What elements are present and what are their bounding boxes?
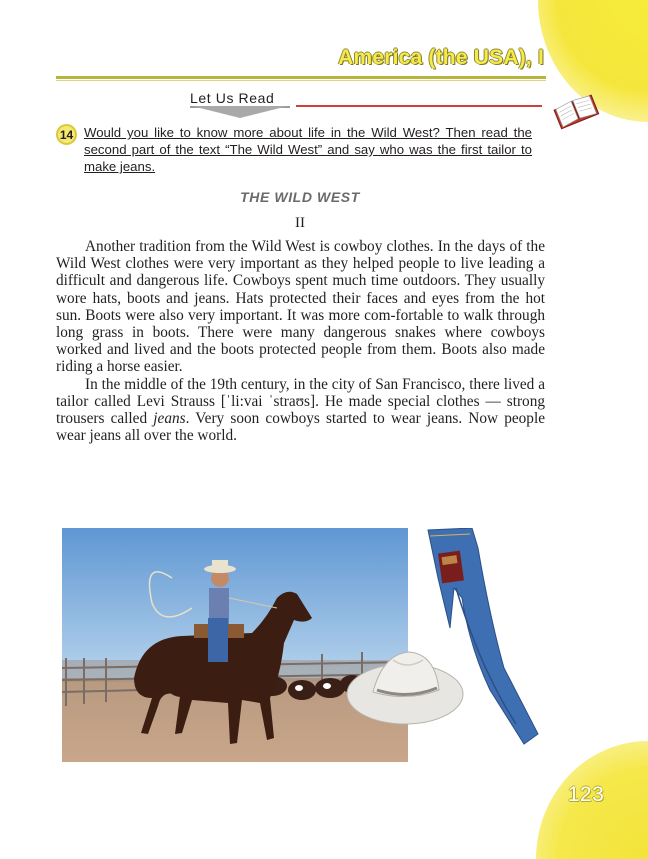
task-number-badge: 14	[56, 124, 77, 145]
story-paragraph-1: Another tradition from the Wild West is cowboy clothes. In the days of the Wild West clothes were very important as they helped people to live leading a difficult and dangerous life. Cowboys spent much time outdoors. They usually wore hats, boots and jeans. Hats protected their faces and eyes from the hot sun. Boots were also very important. It was more com-fortable to walk through long grass in boots. There were many dangerous snakes where cowboys worked and lived and the boots protected people from them. Boots also made riding a horse easier.	[56, 238, 545, 376]
jeans-term: jeans	[153, 410, 186, 428]
task-instruction: Would you like to know more about life in the Wild West? Then read the second part of the text “The Wild West” and say who was the first tailor to make jeans.	[84, 125, 532, 174]
title-rule	[56, 76, 546, 79]
section-red-line	[296, 105, 542, 107]
paragraph-2-text-a: In the middle of the 19th century, in the city of San Francisco, there lived a tailor called Levi Strauss [ˈli:vai ˈstraʊs]. He made special clothes — strong trousers called	[56, 375, 545, 428]
section-label-arrow	[192, 106, 288, 118]
unit-title: America (the USA), I	[338, 46, 544, 69]
open-book-icon	[552, 90, 600, 132]
cowboy-hat-photo	[343, 640, 471, 728]
story-body	[56, 238, 545, 444]
page-number: 123	[567, 783, 605, 806]
story-paragraph-2	[56, 376, 545, 445]
paragraph-2-text-b: . Very soon cowboys started to wear jeans. Now people wear jeans all over the world.	[56, 410, 545, 445]
title-rule-thin	[56, 80, 546, 81]
story-title: THE WILD WEST	[240, 189, 360, 205]
section-label: Let Us Read	[190, 90, 275, 106]
story-part-number: II	[295, 215, 305, 231]
